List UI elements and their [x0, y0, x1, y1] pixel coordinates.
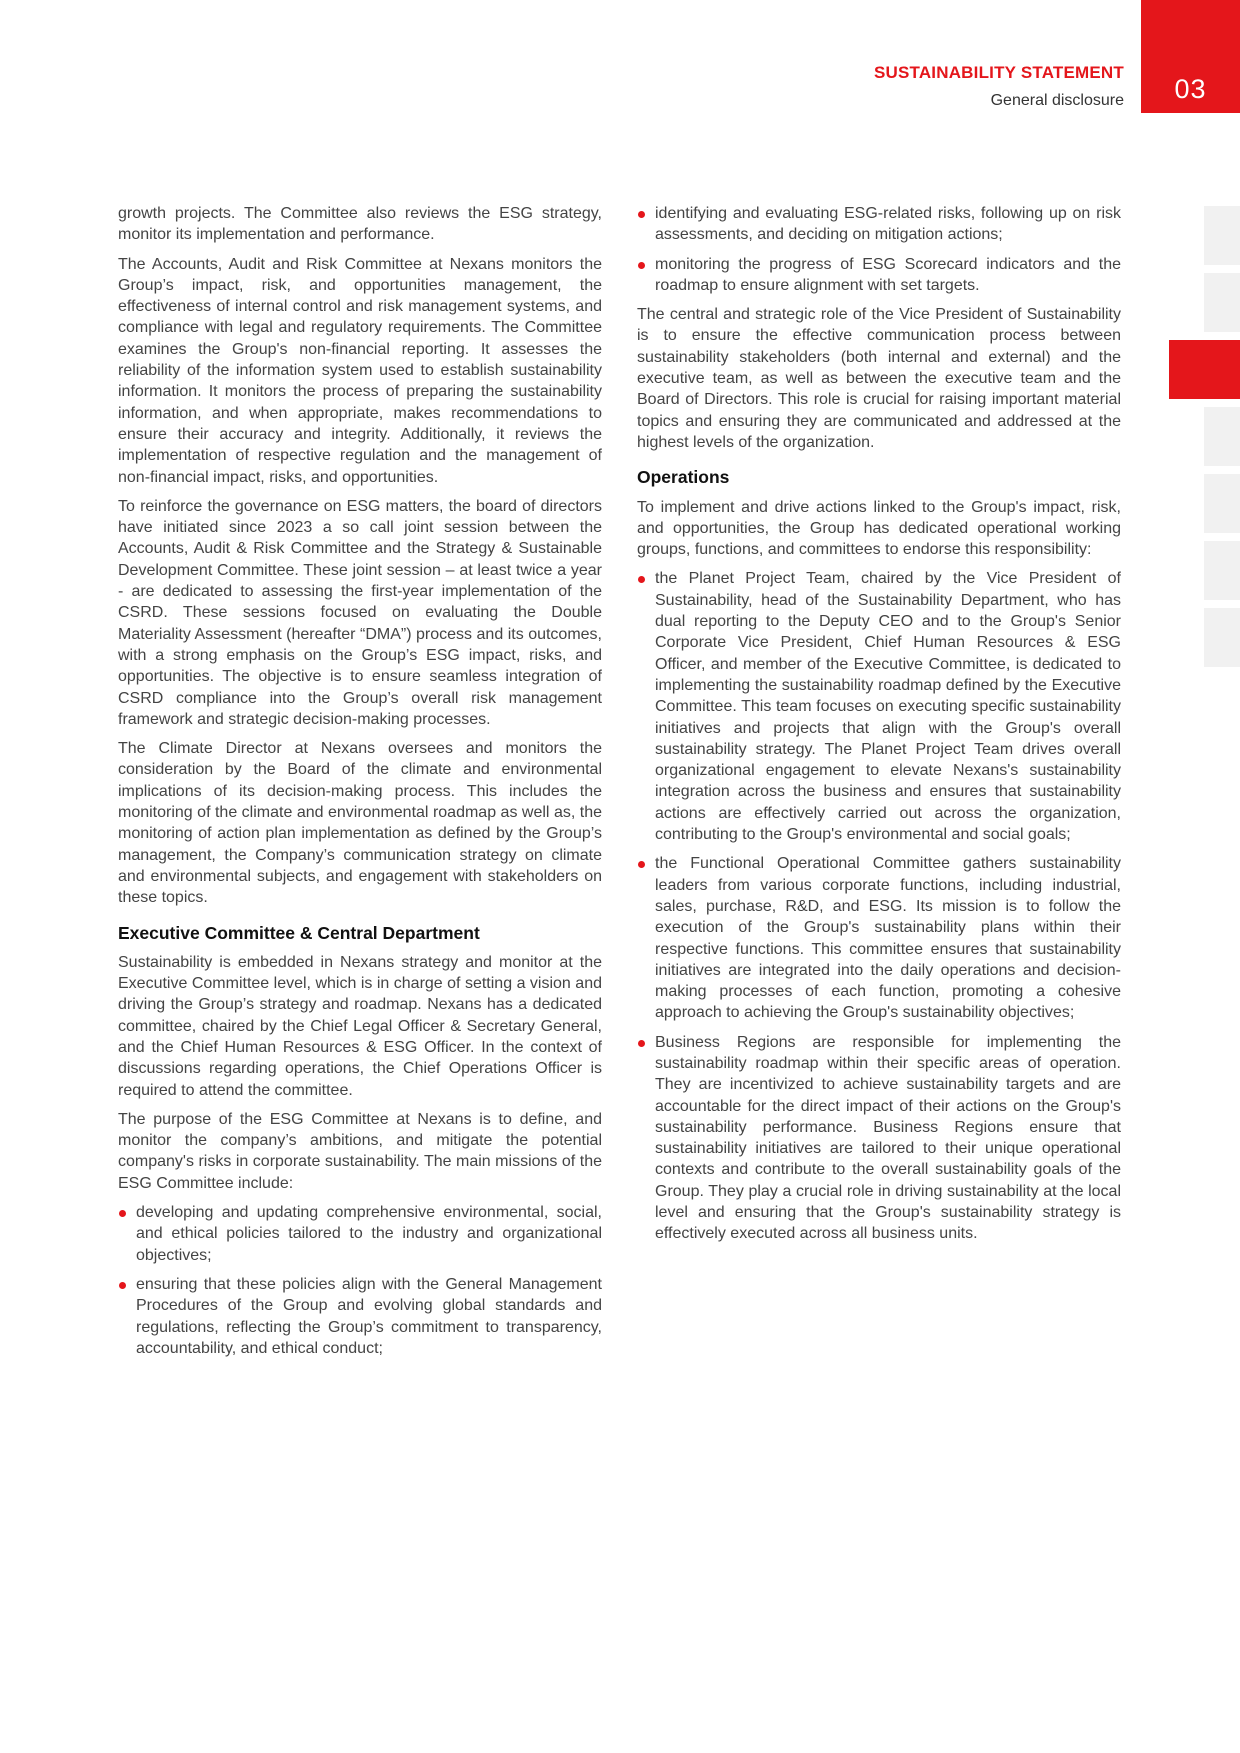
paragraph: growth projects. The Committee also reviews the ESG strategy, monitor its implementation and performance.	[118, 205, 602, 244]
heading-executive-committee: Executive Committee & Central Department	[118, 922, 480, 943]
side-nav-item-active[interactable]	[1169, 340, 1240, 399]
side-nav-item-5[interactable]	[1204, 474, 1240, 533]
heading-operations: Operations	[637, 467, 730, 488]
bullet-icon	[119, 1282, 126, 1289]
side-nav-item-1[interactable]	[1204, 206, 1240, 265]
bullet-icon	[638, 262, 645, 269]
section-title: SUSTAINABILITY STATEMENT	[873, 63, 1124, 82]
list-item	[637, 1032, 1121, 1245]
paragraph: The Accounts, Audit and Risk Committee at Nexans monitors the Group’s impact, risk, and opportunities management, the effectiveness of internal control and risk management systems, and compliance with legal and regulatory requirements. The Committee examines the Group's non-financial reporting. It assesses the reliability of the information system used to establish sustainability information. It monitors the process of preparing the sustainability information, and when appropriate, makes recommendations to ensure their accuracy and integrity. Additionally, it reviews the implementation of respective regulation and the management of non-financial impact, risks, and opportunities.	[118, 255, 602, 486]
bullet-icon	[638, 576, 645, 583]
right-column	[637, 203, 1121, 1253]
list-item	[637, 254, 1121, 297]
list-item-text: identifying and evaluating ESG-related risks, following up on risk assessments, and deciding on mitigation actions;	[655, 205, 1121, 244]
list-item-text: developing and updating comprehensive environmental, social, and ethical policies tailored to the industry and organizational objectives;	[136, 1204, 602, 1264]
bullet-icon	[638, 211, 645, 218]
paragraph: The Climate Director at Nexans oversees and monitors the consideration by the Board of the climate and environmental implications of its decision-making process. This includes the monitoring of the climate and environmental roadmap as well as, the monitoring of action plan implementation as defined by the Group’s management, the Company’s communication strategy on climate and environmental subjects, and engagement with stakeholders on these topics.	[118, 740, 602, 907]
list-item	[118, 1274, 602, 1359]
list-item-text: monitoring the progress of ESG Scorecard indicators and the roadmap to ensure alignment with set targets.	[655, 255, 1121, 294]
bullet-icon	[119, 1210, 126, 1217]
list-item-text: ensuring that these policies align with the General Management Procedures of the Group and evolving global standards and regulations, reflecting the Group’s commitment to transparency, accountability, and ethical conduct;	[136, 1275, 602, 1357]
left-column	[118, 203, 602, 1367]
list-item	[118, 1202, 602, 1266]
list-item	[637, 203, 1121, 246]
list-item	[637, 568, 1121, 845]
paragraph: Sustainability is embedded in Nexans strategy and monitor at the Executive Committee level, which is in charge of setting a vision and driving the Group’s strategy and roadmap. Nexans has a dedicated committee, chaired by the Chief Legal Officer & Secretary General, and the Chief Human Resources & ESG Officer. In the context of discussions regarding operations, the Chief Operations Officer is required to attend the committee.	[118, 953, 602, 1099]
list-item-text: Business Regions are responsible for implementing the sustainability roadmap within their specific areas of operation. They are incentivized to achieve sustainability targets and are accountable for the direct impact of their actions on the Group's sustainability performance. Business Regions ensure that sustainability initiatives are tailored to their unique operational contexts and contribute to the overall sustainability goals of the Group. They play a crucial role in driving sustainability at the local level and ensuring that the Group's sustainability strategy is effectively executed across all business units.	[655, 1033, 1121, 1243]
paragraph: The central and strategic role of the Vice President of Sustainability is to ensure the effective communication process between sustainability stakeholders (both internal and external) and the executive team, as well as between the executive team and the Board of Directors. This role is crucial for raising important material topics and ensuring they are communicated and addressed at the highest levels of the organization.	[637, 306, 1121, 451]
bullet-list	[118, 1202, 602, 1359]
paragraph: To implement and drive actions linked to the Group's impact, risk, and opportunities, the Group has dedicated operational working groups, functions, and committees to endorse this responsibility:	[637, 498, 1121, 559]
bullet-list	[637, 203, 1121, 296]
paragraph: To reinforce the governance on ESG matters, the board of directors have initiated since 2023 a so call joint session between the Accounts, Audit & Risk Committee and the Strategy & Sustainable Development Committee. These joint session – at least twice a year - are dedicated to assessing the first-year implementation of the CSRD. These sessions focused on evaluating the Double Materiality Assessment (hereafter “DMA”) process and its outcomes, with a strong emphasis on the Group’s ESG impact, risks, and opportunities. The objective is to ensure seamless integration of CSRD compliance into the Group’s overall risk management framework and strategic decision-making processes.	[118, 497, 602, 728]
chapter-side-nav	[1169, 206, 1240, 675]
bullet-icon	[638, 1040, 645, 1047]
side-nav-item-7[interactable]	[1204, 608, 1240, 667]
paragraph: The purpose of the ESG Committee at Nexans is to define, and monitor the company’s ambitions, and mitigate the potential company's risks in corporate sustainability. The main missions of the ESG Committee include:	[118, 1110, 602, 1192]
side-nav-item-2[interactable]	[1204, 273, 1240, 332]
side-nav-item-4[interactable]	[1204, 407, 1240, 466]
bullet-icon	[638, 861, 645, 868]
list-item	[637, 853, 1121, 1023]
bullet-list	[637, 568, 1121, 1244]
section-subtitle: General disclosure	[990, 92, 1124, 109]
list-item-text: the Planet Project Team, chaired by the Vice President of Sustainability, head of the Sustainability Department, who has dual reporting to the Deputy CEO and to the Group's Senior Corporate Vice President, Chief Human Resources & ESG Officer, and member of the Executive Committee, is dedicated to implementing the sustainability roadmap defined by the Executive Committee. This team focuses on executing specific sustainability initiatives and projects that align with the Group's overall sustainability strategy. The Planet Project Team drives overall organizational engagement to elevate Nexans's sustainability integration across the business and ensures that sustainability actions are effectively carried out across the organization, contributing to the Group's environmental and social goals;	[655, 570, 1121, 844]
chapter-number-tab[interactable]: 03	[1141, 0, 1240, 113]
side-nav-item-6[interactable]	[1204, 541, 1240, 600]
list-item-text: the Functional Operational Committee gathers sustainability leaders from various corporate functions, including industrial, sales, purchase, R&D, and ESG. Its mission is to follow the execution of the Group's sustainability plans within their respective functions. This committee ensures that sustainability initiatives are integrated into the daily operations and decision-making processes of each function, promoting a cohesive approach to achieving the Group's sustainability objectives;	[655, 855, 1121, 1022]
